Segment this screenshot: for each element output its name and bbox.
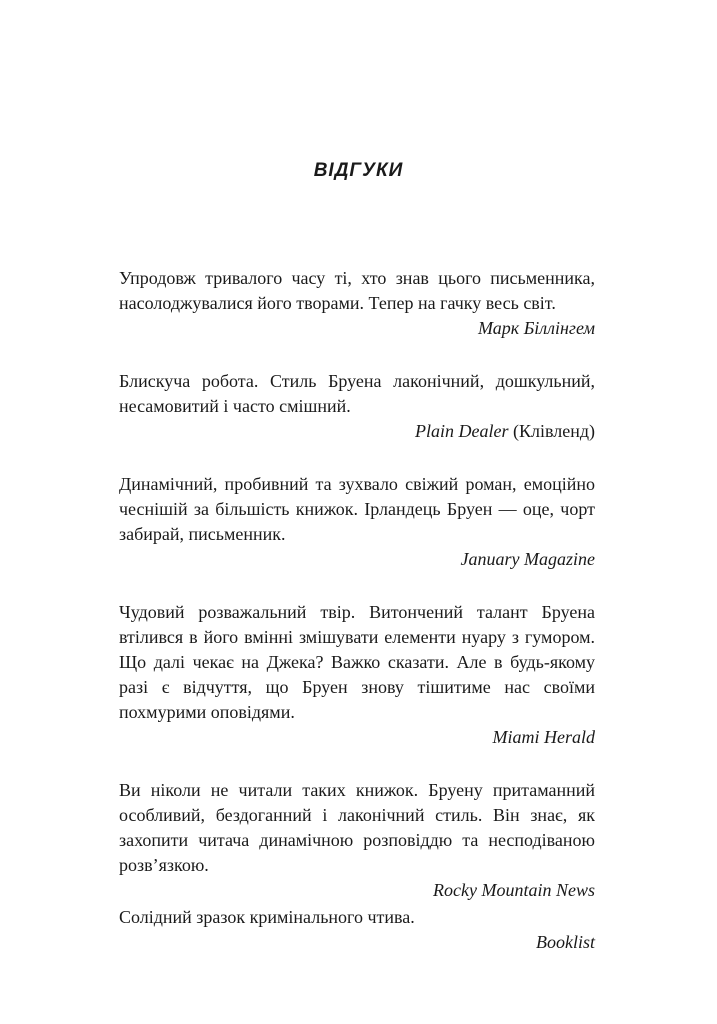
review-item: [119, 472, 595, 572]
review-item: [119, 600, 595, 750]
review-source-name: Miami Herald: [492, 727, 595, 747]
review-source: [119, 725, 595, 750]
review-source-name: Plain Dealer: [415, 421, 509, 441]
review-item: [119, 905, 595, 955]
review-source-note: (Клівленд): [508, 421, 595, 441]
review-item: [119, 266, 595, 341]
review-quote: Чудовий розважальний твір. Витончений талант Бруена втілився в його вмінні змішувати елементи нуару з гумором. Що далі чекає на Джека? Важко сказати. Але в будь-якому разі є відчуття, що Бруен знову тішитиме нас своїми похмурими оповідями.: [119, 602, 595, 722]
reviews-list: [119, 266, 595, 983]
review-source: [119, 547, 595, 572]
page-title: ВІДГУКИ: [313, 160, 404, 181]
review-source-name: January Magazine: [460, 549, 595, 569]
review-source-name: Booklist: [536, 932, 595, 952]
review-quote: Солідний зразок кримінального чтива.: [119, 907, 415, 927]
review-quote: Упродовж тривалого часу ті, хто знав цього письменника, насолоджувалися його творами. Тепер на гачку весь світ.: [119, 268, 595, 313]
review-quote: Ви ніколи не читали таких книжок. Бруену притаманний особливий, бездоганний і лаконічний стиль. Він знає, як захопити читача динамічною розповіддю та несподіваною розв’язкою.: [119, 780, 595, 875]
review-source: [119, 419, 595, 444]
review-source: [119, 930, 595, 955]
review-item: [119, 778, 595, 903]
review-source-name: Rocky Mountain News: [433, 880, 595, 900]
review-item: [119, 369, 595, 444]
review-source-name: Марк Біллінгем: [478, 318, 595, 338]
review-source: [119, 878, 595, 903]
review-quote: Динамічний, пробивний та зухвало свіжий роман, емоційно чеснішій за більшість книжок. Ірландець Бруен — оце, чорт забирай, письменник.: [119, 474, 595, 544]
review-quote: Блискуча робота. Стиль Бруена лаконічний, дошкульний, несамовитий і часто смішний.: [119, 371, 595, 416]
review-source: [119, 316, 595, 341]
